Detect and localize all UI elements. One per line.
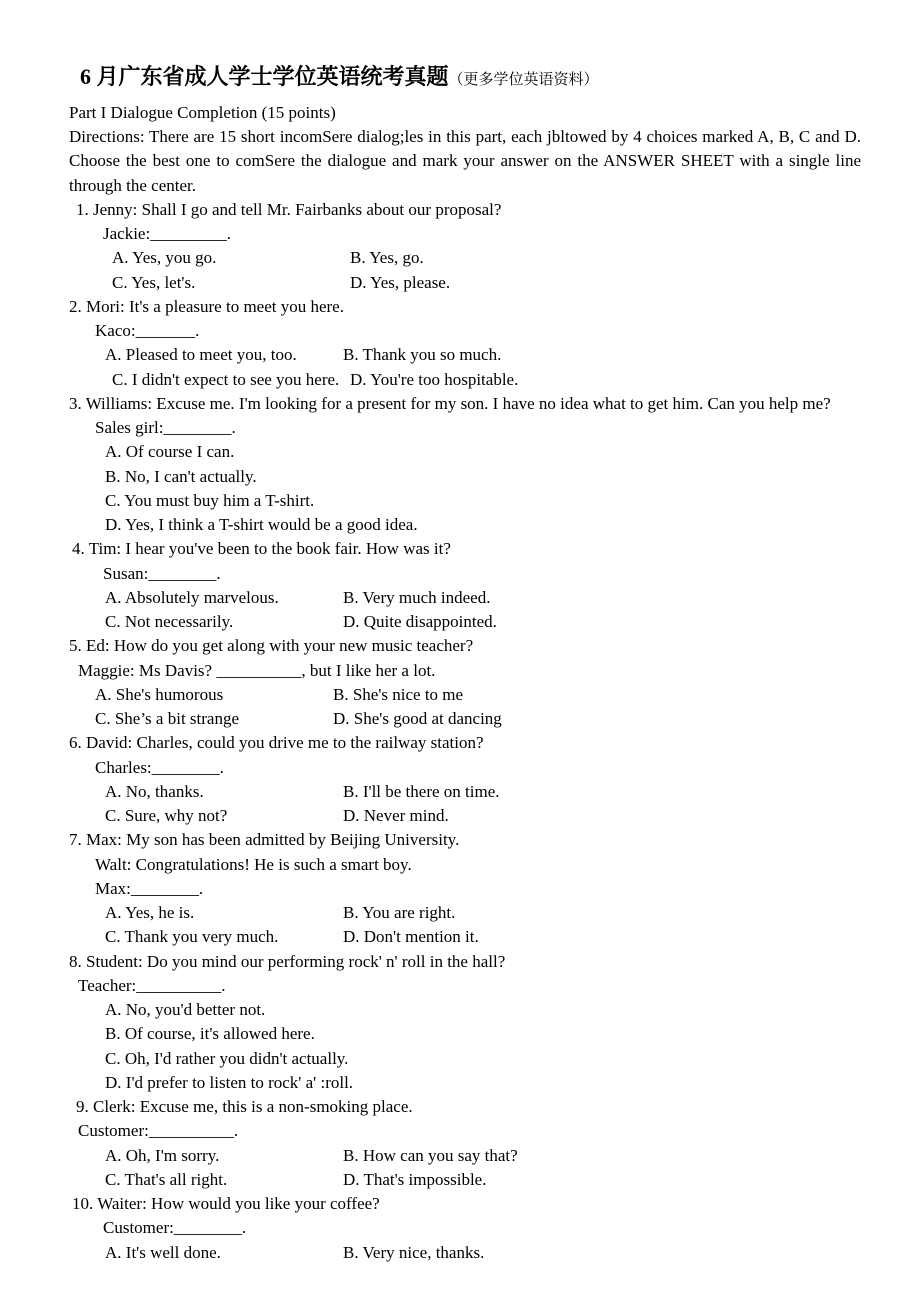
option-right: B. I'll be there on time. xyxy=(343,781,500,801)
question-line: 1. Jenny: Shall I go and tell Mr. Fairbanks about our proposal? xyxy=(76,199,502,219)
option-right: D. That's impossible. xyxy=(343,1169,487,1189)
option-pair-line xyxy=(69,1144,861,1168)
option-left: C. Yes, let's. xyxy=(112,272,196,292)
speaker-line: Customer:________. xyxy=(103,1218,247,1238)
speaker-line: Jackie:_________. xyxy=(103,224,231,244)
question-line: 9. Clerk: Excuse me, this is a non-smoking place. xyxy=(76,1097,413,1117)
option-left: A. Yes, he is. xyxy=(105,903,195,923)
option-pair-line xyxy=(69,368,861,392)
option-left: A. She's humorous xyxy=(95,684,224,704)
option-left: C. Not necessarily. xyxy=(105,612,234,632)
option-right: B. Yes, go. xyxy=(350,248,424,268)
option-left: C. That's all right. xyxy=(105,1169,228,1189)
option-right: D. Yes, please. xyxy=(350,272,451,292)
question-line: 2. Mori: It's a pleasure to meet you here. xyxy=(69,296,344,316)
title-text: 6 月广东省成人学士学位英语统考真题 xyxy=(80,64,449,89)
option-pair-line xyxy=(69,804,861,828)
option-left: C. She’s a bit strange xyxy=(95,709,240,729)
speaker-line: Susan:________. xyxy=(103,563,221,583)
speaker-line: Max:________. xyxy=(95,878,204,898)
option-left: A. No, thanks. xyxy=(105,781,204,801)
option-line: A. Of course I can. xyxy=(105,442,235,462)
option-right: D. Quite disappointed. xyxy=(343,612,497,632)
option-pair-line xyxy=(69,925,861,949)
option-right: B. Very nice, thanks. xyxy=(343,1242,485,1262)
page-title xyxy=(69,62,861,95)
question-line: 8. Student: Do you mind our performing rock' n' roll in the hall? xyxy=(69,951,506,971)
speaker-line: Maggie: Ms Davis? __________, but I like her a lot. xyxy=(78,660,436,680)
option-left: A. It's well done. xyxy=(105,1242,221,1262)
option-left: A. Oh, I'm sorry. xyxy=(105,1145,220,1165)
question-line: 10. Waiter: How would you like your coffee? xyxy=(72,1194,380,1214)
option-pair-line xyxy=(69,780,861,804)
option-pair-line xyxy=(69,707,861,731)
speaker-line: Sales girl:________. xyxy=(95,418,236,438)
question-line: 5. Ed: How do you get along with your new music teacher? xyxy=(69,636,474,656)
option-line: D. I'd prefer to listen to rock' a' :roll. xyxy=(105,1072,354,1092)
option-pair-line xyxy=(69,1241,861,1265)
option-right: D. You're too hospitable. xyxy=(350,369,519,389)
option-left: A. Yes, you go. xyxy=(112,248,217,268)
speaker-line: Customer:__________. xyxy=(78,1121,239,1141)
option-pair-line xyxy=(69,586,861,610)
speaker-line: Kaco:_______. xyxy=(95,321,200,341)
question-list xyxy=(69,198,861,1265)
option-line: A. No, you'd better not. xyxy=(105,1000,266,1020)
speaker-line: Charles:________. xyxy=(95,757,224,777)
option-right: B. Very much indeed. xyxy=(343,587,491,607)
option-right: D. Don't mention it. xyxy=(343,927,479,947)
option-left: C. Sure, why not? xyxy=(105,806,228,826)
speaker-line: Teacher:__________. xyxy=(78,975,226,995)
option-line: D. Yes, I think a T-shirt would be a good idea. xyxy=(105,515,418,535)
option-right: B. Thank you so much. xyxy=(343,345,502,365)
option-left: A. Pleased to meet you, too. xyxy=(105,345,297,365)
option-left: C. I didn't expect to see you here. xyxy=(112,369,340,389)
speaker-line: Walt: Congratulations! He is such a smart boy. xyxy=(95,854,412,874)
option-right: D. She's good at dancing xyxy=(333,709,502,729)
option-pair-line xyxy=(69,683,861,707)
question-line: 7. Max: My son has been admitted by Beijing University. xyxy=(69,830,460,850)
option-pair-line xyxy=(69,343,861,367)
option-right: B. She's nice to me xyxy=(333,684,464,704)
option-line: C. Oh, I'd rather you didn't actually. xyxy=(105,1048,349,1068)
directions-paragraph: Directions: There are 15 short incomSere dialog;les in this part, each jbltowed by 4 choices marked A, B, C and D. Choose the best one to comSere the dialogue and mark your answer on the ANSWER SHEET with a single line through the center. xyxy=(69,127,861,195)
option-left: A. Absolutely marvelous. xyxy=(105,587,279,607)
question-line: 3. Williams: Excuse me. I'm looking for a present for my son. I have no idea what to get him. Can you help me? xyxy=(69,393,831,413)
option-pair-line xyxy=(69,610,861,634)
title-note: （更多学位英语资料） xyxy=(448,72,599,88)
option-line: B. Of course, it's allowed here. xyxy=(105,1024,315,1044)
question-line: 4. Tim: I hear you've been to the book fair. How was it? xyxy=(72,539,451,559)
option-line: C. You must buy him a T-shirt. xyxy=(105,490,315,510)
question-line: 6. David: Charles, could you drive me to the railway station? xyxy=(69,733,484,753)
option-pair-line xyxy=(69,246,861,270)
option-pair-line xyxy=(69,901,861,925)
option-left: C. Thank you very much. xyxy=(105,927,279,947)
option-pair-line xyxy=(69,1168,861,1192)
option-right: B. How can you say that? xyxy=(343,1145,518,1165)
option-right: B. You are right. xyxy=(343,903,456,923)
option-right: D. Never mind. xyxy=(343,806,449,826)
part-heading: Part I Dialogue Completion (15 points) xyxy=(69,103,336,122)
option-line: B. No, I can't actually. xyxy=(105,466,257,486)
option-pair-line xyxy=(69,271,861,295)
